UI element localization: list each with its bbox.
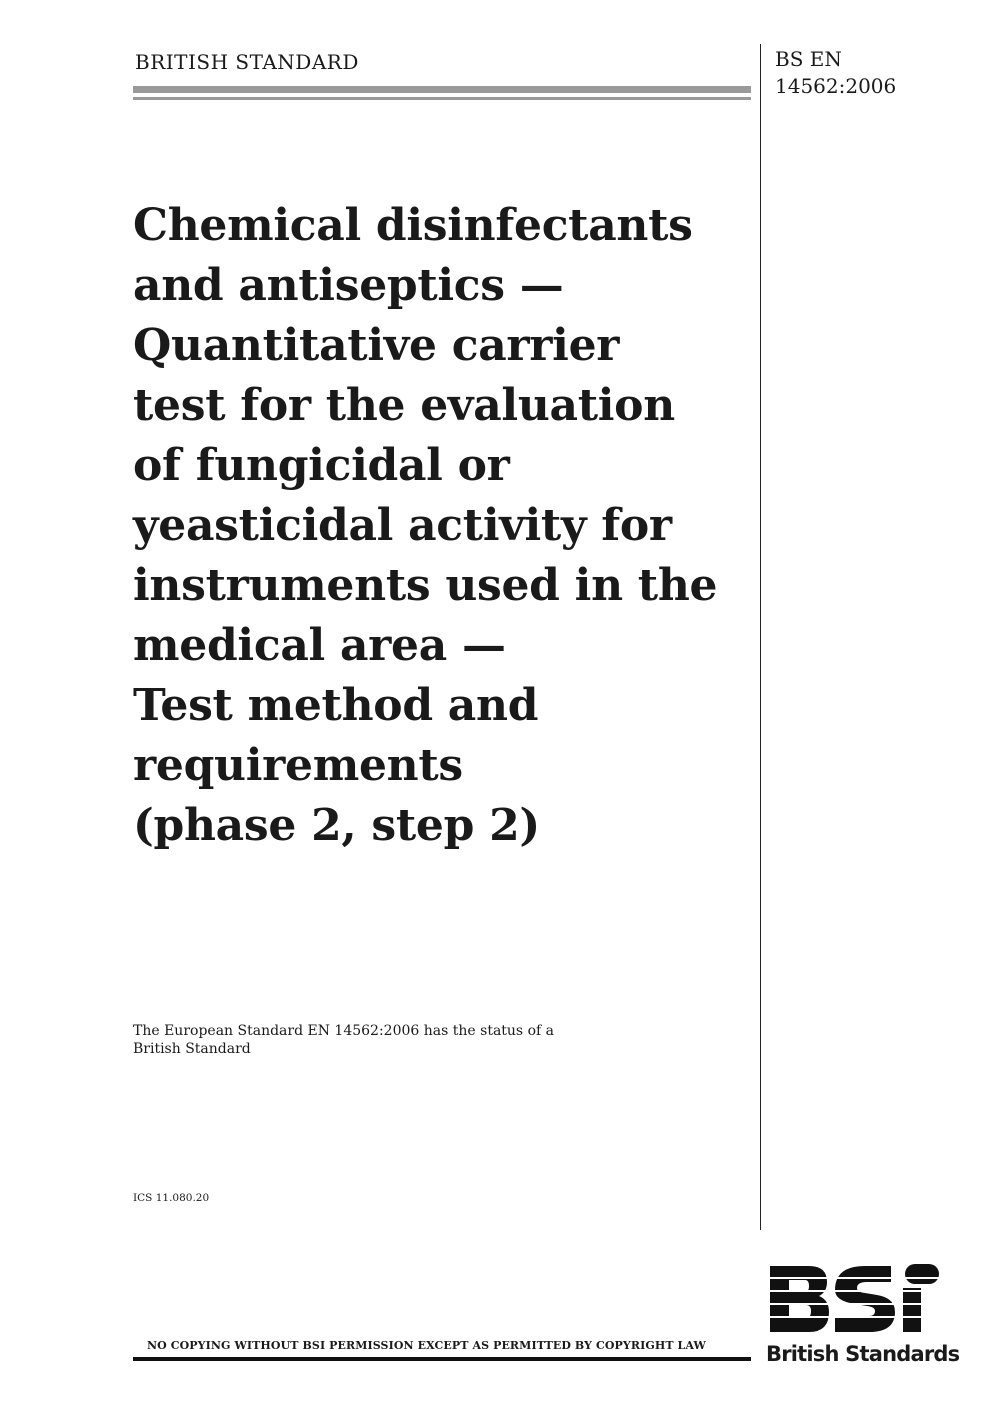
footer-rule (133, 1357, 751, 1361)
status-statement (133, 1022, 603, 1058)
vertical-divider (760, 44, 761, 1230)
title-line: and antiseptics — (133, 260, 564, 311)
title-line: medical area — (133, 620, 506, 671)
standard-number-line2: 14562:2006 (775, 74, 897, 98)
ics-code: ICS 11.080.20 (133, 1192, 210, 1204)
title-line: instruments used in the (133, 560, 718, 611)
bsi-logo-mark (770, 1264, 939, 1332)
standard-number (775, 46, 896, 100)
header-rule-thick (133, 86, 751, 93)
title-line: requirements (133, 740, 463, 791)
title-line: Chemical disinfectants (133, 200, 693, 251)
title-line: Test method and (133, 680, 539, 731)
title-line: Quantitative carrier (133, 320, 620, 371)
bsi-logo-caption: British Standards (766, 1342, 960, 1366)
title-line: of fungicidal or (133, 440, 510, 491)
title-line: yeasticidal activity for (133, 500, 672, 551)
document-title (133, 196, 758, 856)
title-line: (phase 2, step 2) (133, 800, 540, 851)
status-line2: British Standard (133, 1041, 251, 1057)
title-line: test for the evaluation (133, 380, 675, 431)
status-line1: The European Standard EN 14562:2006 has the status of a (133, 1023, 554, 1039)
header-label: BRITISH STANDARD (135, 50, 359, 74)
standard-number-line1: BS EN (775, 47, 842, 71)
copyright-notice: NO COPYING WITHOUT BSI PERMISSION EXCEPT AS PERMITTED BY COPYRIGHT LAW (147, 1339, 706, 1352)
header-rule-thin (133, 97, 751, 100)
